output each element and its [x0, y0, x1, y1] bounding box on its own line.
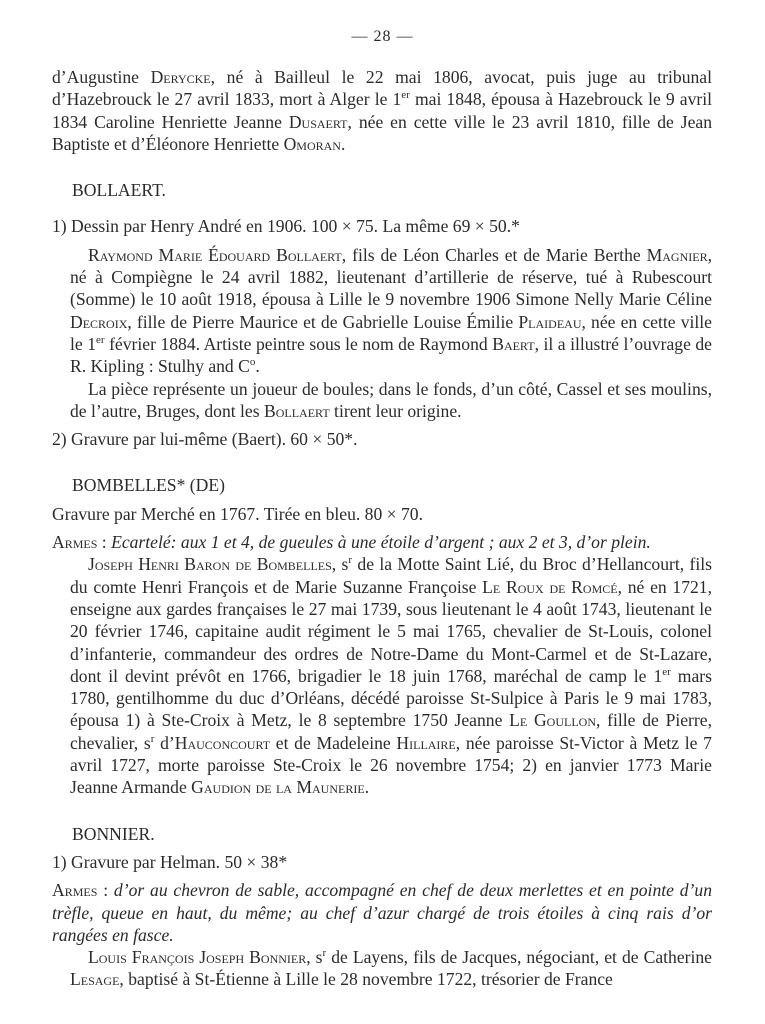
text-run: , né à Compiègne le 24 avril 1882, lieutenant d’artillerie de réserve, tué à Rubescourt (Somme) le 10 août 1918, épousa à Lille le 9 novembre 1906 Simone Nelly Marie Céline: [70, 244, 712, 310]
superscript: er: [96, 334, 105, 347]
text-run: .: [255, 356, 260, 377]
text-run: d’: [154, 732, 175, 753]
armes-label: Armes :: [52, 532, 107, 553]
intro-paragraph: [52, 66, 712, 155]
text-run: , il a illustré l’ouvrage de R. Kipling : Stulhy and C: [70, 333, 712, 377]
person-name: Le Roux de Romcé: [482, 576, 618, 597]
person-name: Louis François Joseph Bonnier: [88, 947, 307, 968]
superscript: er: [401, 89, 410, 102]
person-name: Le Goullon: [509, 710, 596, 731]
person-name: Baert: [492, 333, 535, 354]
bollaert-description: [52, 378, 712, 423]
person-name: Derycke: [150, 67, 211, 87]
superscript: r: [150, 732, 155, 745]
page-number: — 28 —: [351, 28, 414, 45]
bollaert-item-1: 1) Dessin par Henry André en 1906. 100 × 75. La même 69 × 50.*: [52, 216, 520, 237]
text-run: .: [364, 777, 370, 798]
text-run: , fille de Pierre, chevalier, s: [70, 710, 712, 753]
text-run: , fils de Léon Charles et de Marie Berthe: [341, 244, 647, 265]
person-name: Lesage: [70, 969, 120, 990]
bollaert-item-2: 2) Gravure par lui-même (Baert). 60 × 50*.: [52, 429, 358, 450]
bonnier-armes: [52, 879, 712, 946]
person-name: Omoran: [283, 133, 341, 154]
text-run: , né à Bailleul le 22 mai 1806, avocat, puis juge au tribunal d’Hazebrouck le 27 avril 1833, mort à Alger le 1: [52, 67, 712, 110]
person-name: Hillaire: [396, 732, 456, 753]
text-run: d’Augustine: [52, 67, 151, 87]
text-run: , baptisé à St-Étienne à Lille le 28 novembre 1722, trésorier de France: [119, 969, 613, 990]
bonnier-item-1: 1) Gravure par Helman. 50 × 38*: [52, 851, 288, 872]
bombelles-armes: [52, 531, 712, 553]
document-body: [52, 66, 712, 991]
text-run: février 1884. Artiste peintre sous le nom de Raymond: [104, 333, 493, 354]
text-run: mai 1848, épousa à Hazebrouck le 9 avril 1834 Caroline Henriette Jeanne: [52, 89, 713, 132]
person-name: Bollaert: [263, 400, 330, 421]
armes-text: d’or au chevron de sable, accompagné en chef de deux merlettes et en pointe d’un trèfle, queue en haut, du même; au chef d’azur chargé de trois étoiles à cinq rais d’or rangées en fasce.: [52, 880, 713, 945]
text-run: , née paroisse St-Victor à Metz le 7 avril 1727, morte paroisse Ste-Croix le 26 novembre 1754; 2) en janvier 1773 Marie Jeanne Armande: [70, 732, 712, 798]
section-heading-bollaert: BOLLAERT.: [72, 180, 166, 201]
person-name: Raymond Marie Édouard Bollaert: [88, 244, 342, 265]
text-run: de Layens, fils de Jacques, négociant, et de Catherine: [326, 947, 712, 968]
person-name: Plaideau: [518, 311, 582, 332]
text-run: , s: [331, 554, 349, 575]
person-name: Joseph Henri Baron de Bombelles: [88, 554, 332, 575]
text-run: La pièce représente un joueur de boules; dans le fonds, d’un côté, Cassel et ses moulins, de l’autre, Bruges, dont les: [70, 378, 712, 421]
text-run: , s: [306, 947, 323, 968]
bonnier-biography: [52, 946, 712, 991]
text-run: et de Madeleine: [270, 732, 397, 753]
bombelles-biography: [52, 553, 712, 798]
person-name: Decroix: [70, 311, 128, 332]
armes-label: Armes :: [52, 880, 109, 901]
text-run: tirent leur origine.: [329, 400, 462, 421]
person-name: Hauconcourt: [174, 732, 271, 753]
bombelles-gravure: Gravure par Merché en 1767. Tirée en bleu. 80 × 70.: [52, 503, 423, 524]
text-run: , née en cette ville le 23 avril 1810, fille de Jean Baptiste et d’Éléonore Henriette: [52, 111, 713, 154]
text-run: .: [340, 133, 346, 154]
text-run: mars 1780, gentilhomme du duc d’Orléans, décédé paroisse St-Sulpice à Paris le 9 mai 1783, épousa 1) à Ste-Croix à Metz, le 8 septembre 1750 Jeanne: [70, 665, 712, 731]
text-run: , née en cette ville le 1: [70, 311, 712, 354]
superscript: r: [322, 947, 327, 960]
person-name: Gaudion de la Maunerie: [191, 777, 365, 798]
text-run: , fille de Pierre Maurice et de Gabrielle Louise Émilie: [127, 311, 519, 332]
armes-text: Ecartelé: aux 1 et 4, de gueules à une étoile d’argent ; aux 2 et 3, d’or plein.: [106, 532, 651, 553]
superscript: er: [662, 665, 671, 678]
person-name: Magnier: [646, 244, 708, 265]
superscript: r: [348, 554, 353, 567]
person-name: Dusaert: [288, 111, 348, 132]
text-run: , né en 1721, enseigne aux gardes françaises le 27 mai 1739, sous lieutenant le 4 août 1743, lieutenant le 20 février 1746, capitaine audit régiment le 5 mai 1765, chevalier de St-Louis, colonel d’infanterie, commandeur des ordres de Notre-Dame du Mont-Carmel et de St-Lazare, dont il devint prévôt en 1766, brigadier le 18 juin 1768, maréchal de camp le 1: [70, 576, 712, 686]
text-run: de la Motte Saint Lié, du Broc d’Hellancourt, fils du comte Henri François et de Marie Suzanne Françoise: [70, 554, 712, 597]
superscript: o: [249, 356, 256, 369]
bollaert-biography: [52, 244, 712, 378]
section-heading-bonnier: BONNIER.: [72, 823, 155, 844]
section-heading-bombelles: BOMBELLES* (DE): [72, 475, 225, 496]
